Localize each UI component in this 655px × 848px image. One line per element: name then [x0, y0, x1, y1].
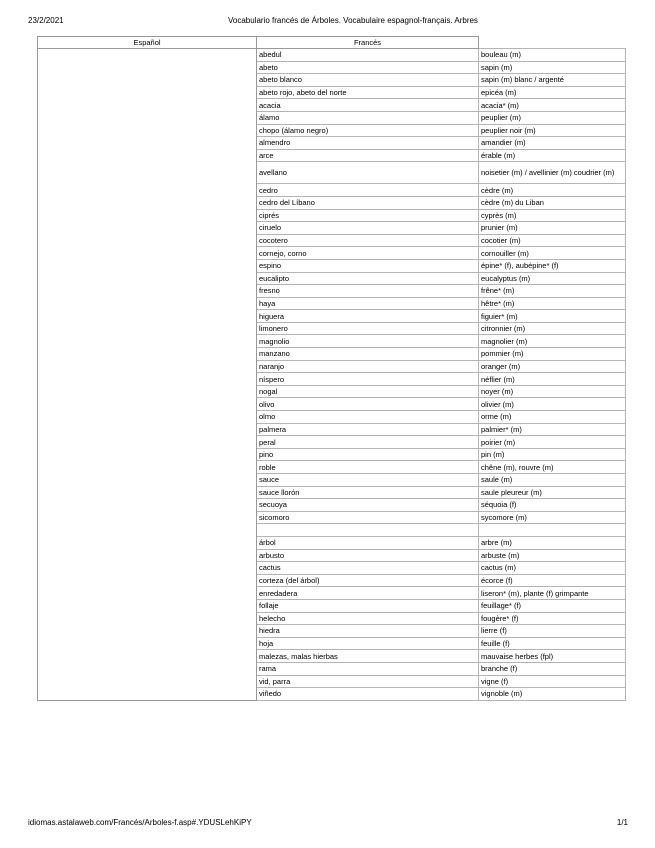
spanish-term: ciprés — [257, 209, 479, 222]
french-term: feuille (f) — [479, 637, 626, 650]
french-term: peuplier noir (m) — [479, 124, 626, 137]
french-term: saule pleureur (m) — [479, 486, 626, 499]
french-term: palmier* (m) — [479, 423, 626, 436]
french-term: citronnier (m) — [479, 322, 626, 335]
french-term: cactus (m) — [479, 562, 626, 575]
french-term — [479, 524, 626, 537]
spanish-term — [257, 524, 479, 537]
spanish-term: abedul — [257, 49, 479, 62]
french-term: vignoble (m) — [479, 688, 626, 701]
spanish-term: olmo — [257, 411, 479, 424]
french-term: prunier (m) — [479, 222, 626, 235]
spanish-term: abeto blanco — [257, 74, 479, 87]
french-term: séquoia (f) — [479, 499, 626, 512]
spanish-term: roble — [257, 461, 479, 474]
spanish-term: cedro — [257, 184, 479, 197]
spanish-term: enredadera — [257, 587, 479, 600]
french-term: bouleau (m) — [479, 49, 626, 62]
spanish-term: helecho — [257, 612, 479, 625]
table-header-row — [38, 37, 626, 49]
spanish-term: follaje — [257, 599, 479, 612]
spanish-term: arbusto — [257, 549, 479, 562]
french-term: epicéa (m) — [479, 86, 626, 99]
french-term: orme (m) — [479, 411, 626, 424]
spanish-term: pino — [257, 448, 479, 461]
french-term: frêne* (m) — [479, 285, 626, 298]
print-title: Vocabulario francés de Árboles. Vocabulaire espagnol-français. Arbres — [228, 16, 478, 25]
french-term: sapin (m) blanc / argenté — [479, 74, 626, 87]
french-term: magnolier (m) — [479, 335, 626, 348]
print-page-number: 1/1 — [616, 818, 628, 827]
spanish-term: hoja — [257, 637, 479, 650]
french-term: arbuste (m) — [479, 549, 626, 562]
french-term: liseron* (m), plante (f) grimpante — [479, 587, 626, 600]
spanish-term: cornejo, corno — [257, 247, 479, 260]
french-term: oranger (m) — [479, 360, 626, 373]
column-header-french: Francés — [257, 37, 479, 49]
french-term: noyer (m) — [479, 385, 626, 398]
vocabulary-body — [38, 49, 626, 701]
spanish-term: naranjo — [257, 360, 479, 373]
french-term: saule (m) — [479, 474, 626, 487]
spanish-term: palmera — [257, 423, 479, 436]
french-term: lierre (f) — [479, 625, 626, 638]
spanish-term: ciruelo — [257, 222, 479, 235]
spanish-term: rama — [257, 662, 479, 675]
table-row — [38, 49, 626, 62]
french-term: fougère* (f) — [479, 612, 626, 625]
print-footer — [28, 818, 628, 830]
spanish-term: sicomoro — [257, 511, 479, 524]
french-term: cocotier (m) — [479, 234, 626, 247]
spanish-term: fresno — [257, 285, 479, 298]
french-term: sapin (m) — [479, 61, 626, 74]
spanish-term: abeto — [257, 61, 479, 74]
spanish-term: hiedra — [257, 625, 479, 638]
french-term: pommier (m) — [479, 348, 626, 361]
spanish-term: magnolio — [257, 335, 479, 348]
french-term: feuillage* (f) — [479, 599, 626, 612]
french-term: vigne (f) — [479, 675, 626, 688]
french-term: sycomore (m) — [479, 511, 626, 524]
spanish-term: viñedo — [257, 688, 479, 701]
spanish-term: chopo (álamo negro) — [257, 124, 479, 137]
spanish-term: sauce llorón — [257, 486, 479, 499]
spanish-term: espino — [257, 259, 479, 272]
spanish-term: álamo — [257, 111, 479, 124]
french-term: cyprès (m) — [479, 209, 626, 222]
spanish-term: haya — [257, 297, 479, 310]
french-term: pin (m) — [479, 448, 626, 461]
spanish-term: árbol — [257, 536, 479, 549]
french-term: cèdre (m) du Liban — [479, 196, 626, 209]
french-term: acacia* (m) — [479, 99, 626, 112]
french-term: eucalyptus (m) — [479, 272, 626, 285]
spanish-term: higuera — [257, 310, 479, 323]
french-term: néflier (m) — [479, 373, 626, 386]
column-header-empty — [479, 37, 626, 49]
column-header-spanish: Español — [38, 37, 257, 49]
spanish-term: vid, parra — [257, 675, 479, 688]
french-term: mauvaise herbes (fpl) — [479, 650, 626, 663]
spanish-term: cedro del Líbano — [257, 196, 479, 209]
spanish-term: nogal — [257, 385, 479, 398]
vocabulary-table — [37, 36, 626, 701]
print-date: 23/2/2021 — [28, 16, 64, 25]
french-term: noisetier (m) / avellinier (m) coudrier (m) — [479, 162, 626, 184]
spanish-term: limonero — [257, 322, 479, 335]
spanish-term: almendro — [257, 137, 479, 150]
spanish-term: cocotero — [257, 234, 479, 247]
french-term: érable (m) — [479, 149, 626, 162]
french-term: branche (f) — [479, 662, 626, 675]
french-term: épine* (f), aubépine* (f) — [479, 259, 626, 272]
spanish-term: eucalipto — [257, 272, 479, 285]
french-term: figuier* (m) — [479, 310, 626, 323]
print-header — [28, 16, 628, 28]
print-url: idiomas.astalaweb.com/Francés/Arboles-f.asp#.YDUSLehKiPY — [28, 818, 252, 827]
spanish-term: níspero — [257, 373, 479, 386]
french-term: hêtre* (m) — [479, 297, 626, 310]
french-term: écorce (f) — [479, 574, 626, 587]
spanish-term: corteza (del árbol) — [257, 574, 479, 587]
empty-column-cell — [38, 49, 257, 701]
french-term: cornouiller (m) — [479, 247, 626, 260]
spanish-term: sauce — [257, 474, 479, 487]
spanish-term: acacia — [257, 99, 479, 112]
french-term: cèdre (m) — [479, 184, 626, 197]
french-term: arbre (m) — [479, 536, 626, 549]
spanish-term: malezas, malas hierbas — [257, 650, 479, 663]
spanish-term: abeto rojo, abeto del norte — [257, 86, 479, 99]
spanish-term: arce — [257, 149, 479, 162]
spanish-term: peral — [257, 436, 479, 449]
french-term: poirier (m) — [479, 436, 626, 449]
spanish-term: avellano — [257, 162, 479, 184]
french-term: olivier (m) — [479, 398, 626, 411]
spanish-term: manzano — [257, 348, 479, 361]
spanish-term: cactus — [257, 562, 479, 575]
spanish-term: olivo — [257, 398, 479, 411]
french-term: peuplier (m) — [479, 111, 626, 124]
spanish-term: secuoya — [257, 499, 479, 512]
french-term: chêne (m), rouvre (m) — [479, 461, 626, 474]
french-term: amandier (m) — [479, 137, 626, 150]
